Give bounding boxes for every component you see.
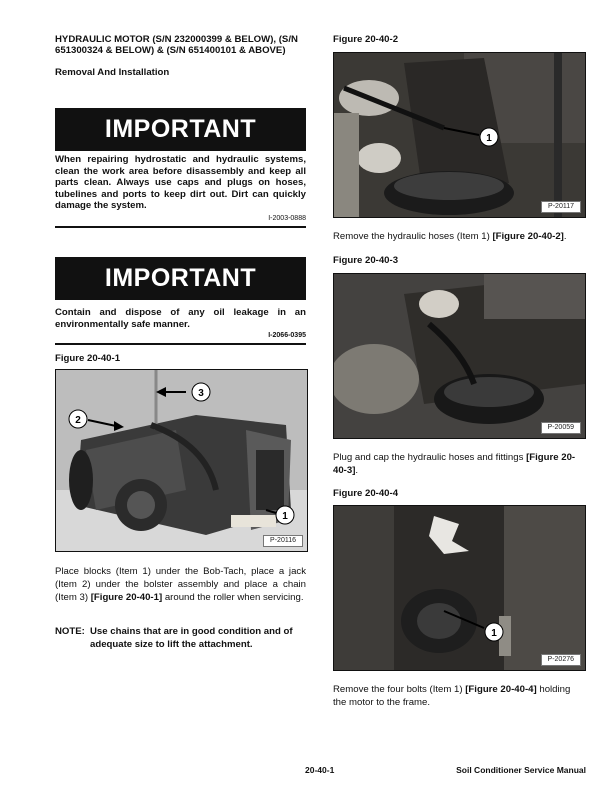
figure-1-caption: Figure 20-40-1 xyxy=(55,353,121,364)
paragraph-2-text-a: Remove the hydraulic hoses (Item 1) xyxy=(333,231,493,242)
note-label: NOTE: xyxy=(55,626,85,637)
page-number: 20-40-1 xyxy=(305,765,335,775)
paragraph-4 xyxy=(333,684,584,710)
callout-3: 3 xyxy=(198,388,204,399)
important-banner-1: IMPORTANT xyxy=(55,108,306,151)
important-code-1: I-2003-0888 xyxy=(268,215,306,222)
figure-1-photo-number: P-20116 xyxy=(263,535,303,547)
figure-4-photo-number: P-20276 xyxy=(541,654,581,666)
figure-2-photo xyxy=(333,52,586,218)
paragraph-3 xyxy=(333,452,584,478)
section-heading: HYDRAULIC MOTOR (S/N 232000399 & BELOW), (S/N 651300324 & BELOW) & (S/N 651400101 & ABOVE) xyxy=(55,34,298,56)
paragraph-2-text-b: . xyxy=(563,231,567,242)
figure-ref-3: [Figure 20-40-3] xyxy=(333,452,576,476)
callout-2: 2 xyxy=(75,415,81,426)
paragraph-3-text-a: Plug and cap the hydraulic hoses and fittings xyxy=(333,452,527,463)
note-text: Use chains that are in good condition and of adequate size to lift the attachment. xyxy=(90,626,293,650)
important-text-2: Contain and dispose of any oil leakage in an environmentally safe manner. xyxy=(55,307,306,330)
callout-1: 1 xyxy=(486,133,492,144)
paragraph-1 xyxy=(55,566,306,604)
figure-4-photo xyxy=(333,505,586,671)
divider-2 xyxy=(55,343,306,345)
divider-1 xyxy=(55,226,306,228)
important-banner-2: IMPORTANT xyxy=(55,257,306,300)
paragraph-4-text-b: holding the motor to the frame. xyxy=(333,684,571,708)
important-code-2: I-2066-0395 xyxy=(268,332,306,339)
figure-1-photo xyxy=(55,369,308,552)
figure-ref-4: [Figure 20-40-4] xyxy=(465,684,537,695)
paragraph-3-text-b: . xyxy=(355,464,359,476)
paragraph-1-text-a: Place blocks (Item 1) under the Bob-Tach, place a jack (Item 2) under the bolster assembly and place a chain (Item 3) xyxy=(55,566,306,603)
figure-3-photo xyxy=(333,273,586,439)
callout-1: 1 xyxy=(491,628,497,639)
figure-ref-1: [Figure 20-40-1] xyxy=(90,591,163,603)
manual-title: Soil Conditioner Service Manual xyxy=(456,765,586,775)
paragraph-1-text-b: around the roller when servicing. xyxy=(162,591,304,603)
figure-3-caption: Figure 20-40-3 xyxy=(333,255,399,266)
figure-ref-2: [Figure 20-40-2] xyxy=(492,231,564,242)
figure-3-photo-number: P-20059 xyxy=(541,422,581,434)
section-subheading: Removal And Installation xyxy=(55,67,170,78)
figure-2-caption: Figure 20-40-2 xyxy=(333,34,399,45)
figure-2-photo-number: P-20117 xyxy=(541,201,581,213)
paragraph-2 xyxy=(333,231,584,244)
important-text-1: When repairing hydrostatic and hydraulic systems, clean the work area before disassembly and keep all parts clean. Always use caps and plugs on hoses, tubelines and ports to keep dirt out. Dirt can quickly damage the system. xyxy=(55,154,306,211)
callout-1: 1 xyxy=(282,511,288,522)
paragraph-4-text-a: Remove the four bolts (Item 1) xyxy=(333,684,466,695)
figure-4-caption: Figure 20-40-4 xyxy=(333,488,399,499)
